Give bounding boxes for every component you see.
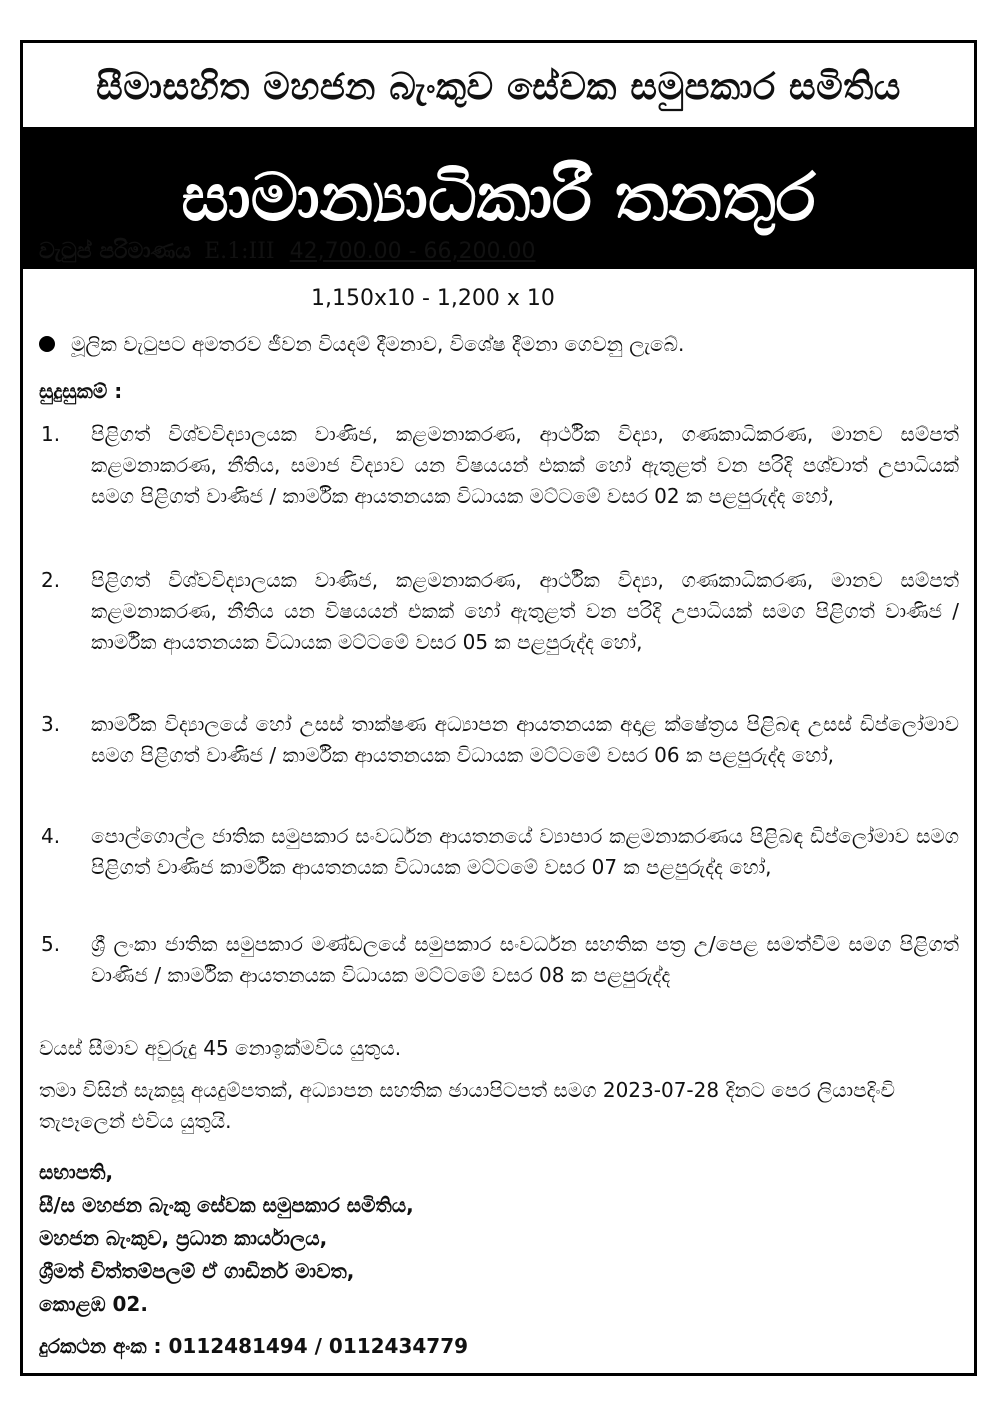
item-number: 2. xyxy=(41,568,61,592)
signature-office: මහජන බැංකුව, ප්‍රධාන කාර්යාලය, xyxy=(39,1226,328,1250)
signature-street: ශ්‍රීමත් චිත්තම්පලම් ඒ ගාඩිනර් මාවත, xyxy=(39,1259,355,1283)
item-text: පිළිගත් විශ්වවිද්‍යාලයක වාණිජ, කළමනාකරණ, ආර්ථික විද්‍යා, ගණකාධිකරණ, මානව සම්පත් කළමනාකරණ, නීතිය, සමාජ විද්‍යාව යන විෂයයන් එකක් හෝ ඇතුළත් වන පරිදි පශ්චාත් උපාධියක් සමග පිළිගත් වාණිජ / කාර්මික ආයතනයක විධායක මට්ටමේ වසර 02 ක පළපුරුද්ද හෝ, xyxy=(91,422,959,508)
item-number: 5. xyxy=(41,932,61,956)
qualification-item xyxy=(39,821,959,883)
salary-label: වැටුප් පරිමාණය xyxy=(39,239,192,264)
phone-numbers: දුරකථන අංක : 0112481494 / 0112434779 xyxy=(39,1334,469,1358)
salary-scale xyxy=(39,239,536,264)
qualifications-heading: සුදුසුකම් : xyxy=(39,379,123,403)
position-title: සාමාන්‍යාධිකාරී තනතුර xyxy=(181,158,816,236)
age-limit: වයස් සීමාව අවුරුදු 45 නොඉක්මවිය යුතුය. xyxy=(39,1036,402,1060)
allowance-note xyxy=(39,332,684,356)
qualification-item xyxy=(39,709,959,771)
item-number: 4. xyxy=(41,824,61,848)
item-text: ශ්‍රී ලංකා ජාතික සමුපකාර මණ්ඩලයේ සමුපකාර සංවර්ධන සහතික පත්‍ර උ/පෙළ සමත්වීම සමග පිළිගත් වාණිජ / කාර්මික ආයතනයක විධායක මට්ටමේ වසර 08 ක පළපුරුද්ද xyxy=(91,932,959,987)
item-text: පිළිගත් විශ්වවිද්‍යාලයක වාණිජ, කළමනාකරණ, ආර්ථික විද්‍යා, ගණකාධිකරණ, මානව සම්පත් කළමනාකරණ, නීතිය යන විෂයයන් එකක් හෝ ඇතුළත් වන පරිදි උපාධියක් සමග පිළිගත් වාණිජ / කාර්මික ආයතනයක විධායක මට්ටමේ වසර 05 ක පළපුරුද්ද හෝ, xyxy=(91,568,959,654)
allowance-text: මූලික වැටුපට අමතරව ජීවන වියදම් දීමනාව, විශේෂ දීමනා ගෙවනු ලැබේ. xyxy=(71,332,685,356)
application-instructions: තමා විසින් සැකසූ අයදුම්පතක්, අධ්‍යාපන සහතික ඡායාපිටපත් සමග 2023-07-28 දිනට පෙර ලියාපදිංචි තැපෑලෙන් එවිය යුතුයි. xyxy=(39,1078,895,1133)
item-number: 3. xyxy=(41,712,61,736)
signature-city: කොළඹ 02. xyxy=(39,1292,148,1316)
qualification-item xyxy=(39,565,959,658)
qualification-item xyxy=(39,419,959,512)
bullet-icon xyxy=(39,336,55,352)
item-text: පොල්ගොල්ල ජාතික සමුපකාර සංවර්ධන ආයතනයේ ව්‍යාපාර කළමනාකරණය පිළිබඳ ඩිප්ලෝමාව සමග පිළිගත් වාණිජ කාර්මික ආයතනයක විධායක මට්ටමේ වසර 07 ක පළපුරුද්ද හෝ, xyxy=(91,824,959,879)
salary-increments: 1,150x10 - 1,200 x 10 xyxy=(311,286,555,311)
signature-block xyxy=(39,1156,414,1321)
signature-title: සභාපති, xyxy=(39,1160,114,1184)
signature-organization: සී/ස මහජන බැංකු සේවක සමුපකාර සමිතිය, xyxy=(39,1193,414,1217)
organization-title: සීමාසහිත මහජන බැංකුව සේවක සමුපකාර සමිතිය xyxy=(96,65,901,108)
qualification-item xyxy=(39,929,959,991)
item-text: කාර්මික විද්‍යාලයේ හෝ උසස් තාක්ෂණ අධ්‍යාපන ආයතනයක අදාළ ක්ෂේත්‍රය පිළිබඳ උසස් ඩිප්ලෝමාව සමග පිළිගත් වාණිජ / කාර්මික ආයතනයක විධායක මට්ටමේ වසර 06 ක පළපුරුද්ද හෝ, xyxy=(91,712,959,767)
advertisement-frame xyxy=(20,40,977,1376)
salary-range: 42,700.00 - 66,200.00 xyxy=(289,239,536,264)
salary-grade: E.1:III xyxy=(204,239,275,264)
item-number: 1. xyxy=(41,422,61,446)
